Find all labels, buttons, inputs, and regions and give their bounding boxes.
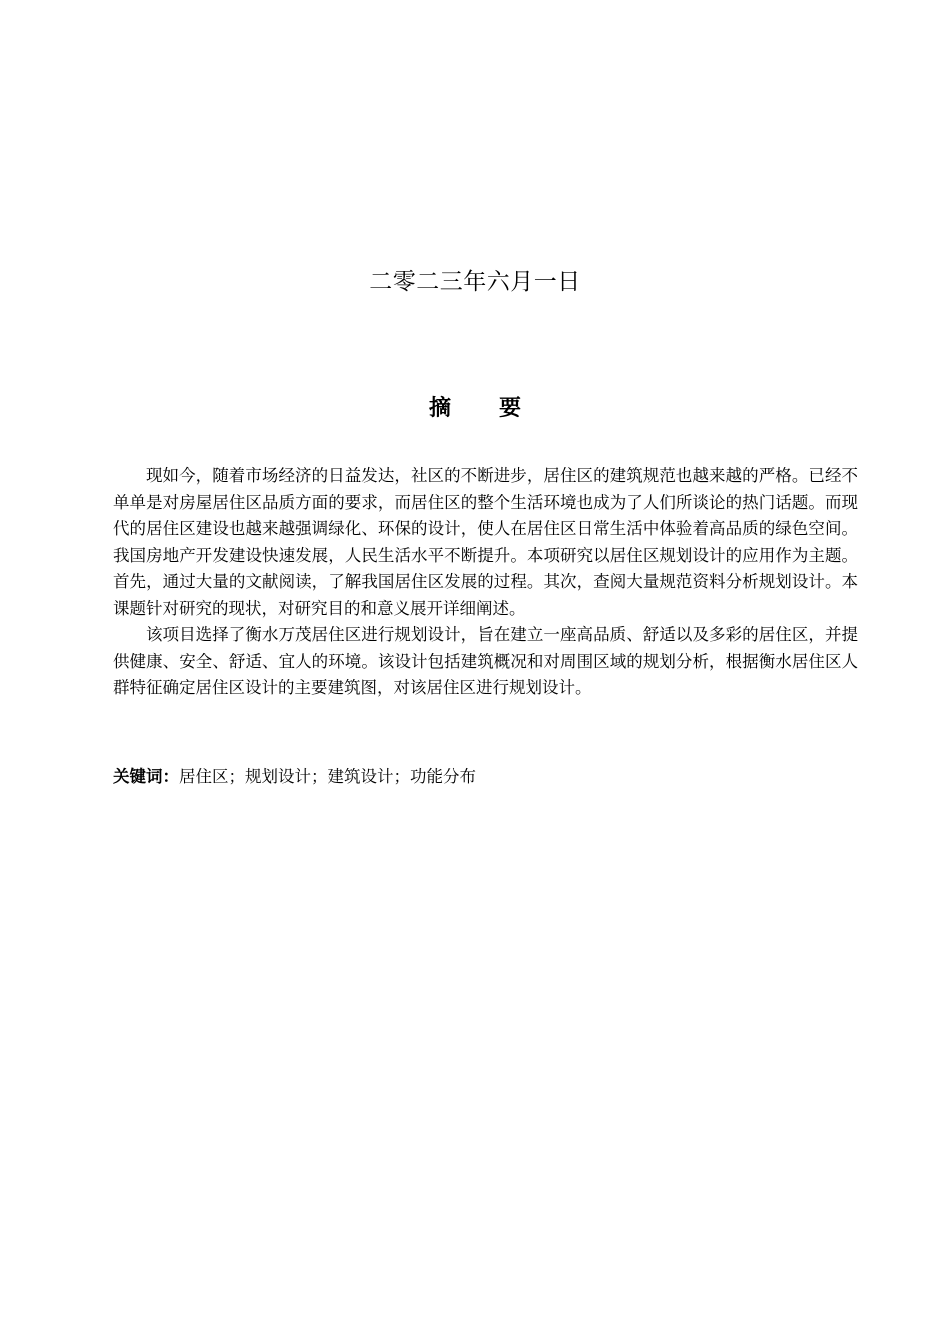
keywords-label: 关键词： <box>113 767 179 786</box>
abstract-heading-char-1: 摘 <box>428 396 451 421</box>
abstract-paragraph-2: 该项目选择了衡水万茂居住区进行规划设计，旨在建立一座高品质、舒适以及多彩的居住区，并提供健康、安全、舒适、宜人的环境。该设计包括建筑概况和对周围区域的规划分析，根据衡水居住区人群特征确定居住区设计的主要建筑图，对该居住区进行规划设计。 <box>113 625 858 697</box>
date-line: 二零二三年六月一日 <box>369 269 581 295</box>
abstract-heading-char-2: 要 <box>499 396 522 421</box>
keywords-line <box>113 764 858 790</box>
keywords-value: 居住区；规划设计；建筑设计；功能分布 <box>179 767 476 786</box>
abstract-heading <box>0 391 950 427</box>
abstract-body <box>113 463 858 702</box>
abstract-paragraph-1: 现如今，随着市场经济的日益发达，社区的不断进步，居住区的建筑规范也越来越的严格。已经不单单是对房屋居住区品质方面的要求，而居住区的整个生活环境也成为了人们所谈论的热门话题。而现代的居住区建设也越来越强调绿化、环保的设计，使人在居住区日常生活中体验着高品质的绿色空间。我国房地产开发建设快速发展，人民生活水平不断提升。本项研究以居住区规划设计的应用作为主题。首先，通过大量的文献阅读，了解我国居住区发展的过程。其次，查阅大量规范资料分析规划设计。本课题针对研究的现状，对研究目的和意义展开详细阐述。 <box>113 466 858 618</box>
